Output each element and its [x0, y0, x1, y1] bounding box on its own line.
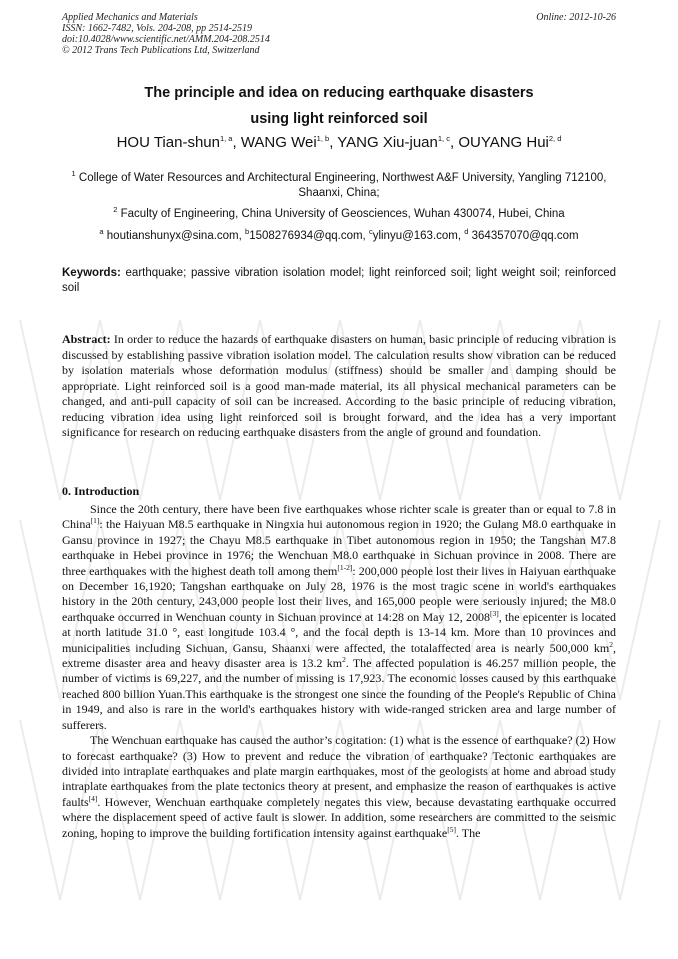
- email-address[interactable]: ylinyu@163.com,: [372, 230, 465, 242]
- text-run: : 200,000 people lost their lives in Haiyuan earthquake on December 16,1920; Tangshan earthquake on July 28, 1976 is the most tragic scene in world's earthquakes history in the 20th century, 243,000 people lost their lives, and 165,000 people were seriously injured; the M8.0 earthquake occurred in Wenchuan county in Sichuan province at 14:28 on May 12, 2008: [62, 563, 616, 624]
- text-run: The Wenchuan earthquake has caused the author’s cogitation: (1) what is the essence of earthquake? (2) How to forecast earthquake? (3) How to prevent and reduce the vibration of earthquake? Tectonic earthquakes are divided into intraplate earthquakes and plate margin earthquakes, most of the geologists at home and abroad study intraplate earthquakes from the plate tectonics theory at present, and emphasize the reason of earthquakes is active faults: [62, 733, 616, 809]
- superscript: 2: [609, 639, 613, 649]
- abstract: [62, 332, 616, 441]
- keywords-text: earthquake; passive vibration isolation model; light reinforced soil; light weight soil; reinforced soil: [62, 267, 616, 294]
- email-mark: b: [245, 227, 250, 237]
- author-separator: ,: [232, 134, 241, 151]
- author-name: OUYANG Hui: [458, 134, 549, 151]
- citation: [4]: [88, 793, 98, 803]
- author-list: [40, 134, 638, 151]
- affiliation-text: College of Water Resources and Architectural Engineering, Northwest A&F University, Yangling 712100, Shaanxi, China;: [78, 172, 607, 199]
- section-heading: 0. Introduction: [62, 484, 140, 498]
- abstract-text: In order to reduce the hazards of earthquake disasters on human, basic principle of reducing vibration is discussed by establishing passive vibration isolation model. The calculation results show vibration can be reduced by isolation materials whose deformation modulus (stiffness) should be smaller and damping should be appropriate. Light reinforced soil is a good man-made material, its all physical mechanical parameters can be changed, and anti-pull capacity of soil can be increased. According to the basic principle of reducing vibration, reducing vibration idea using light reinforced soil is brought forward, and the idea has a very important significance for research on reducing earthquake disasters from the angle of ground and foundation.: [62, 332, 616, 439]
- affiliation-mark: 2: [113, 205, 118, 215]
- author-separator: ,: [329, 134, 338, 151]
- issn: ISSN: 1662-7482, Vols. 204-208, pp 2514-2519: [62, 23, 252, 34]
- affiliation-text: Faculty of Engineering, China University of Geosciences, Wuhan 430074, Hubei, China: [120, 208, 565, 220]
- text-run: , the epicenter is located at north latitude 31.0 °, east longitude 103.4 °, and the focal depth is 13-14 km. More than 10 provinces and municipalities including Sichuan, Gansu, Shaanxi were affected, the totalaffected area is nearly 500,000 km: [62, 609, 617, 655]
- title-line-1: The principle and idea on reducing earthquake disasters: [144, 85, 534, 101]
- author-name: HOU Tian-shun: [116, 134, 220, 151]
- journal-name: Applied Mechanics and Materials: [62, 12, 198, 23]
- affiliation-2: [62, 207, 616, 222]
- author-separator: ,: [449, 134, 459, 151]
- text-run: Since the 20th century, there have been five earthquakes whose richter scale is greater than or equal to 7.8 in China: [62, 502, 616, 532]
- affiliation-mark: 1: [71, 169, 76, 179]
- email-address[interactable]: 364357070@qq.com: [471, 230, 579, 242]
- doi: doi:10.4028/www.scientific.net/AMM.204-208.2514: [62, 34, 270, 45]
- author-affiliation-mark: 1, b: [316, 134, 330, 143]
- text-run: , extreme disaster area and heavy disaster area is 13.2 km: [62, 640, 616, 671]
- online-date: Online: 2012-10-26: [536, 12, 616, 23]
- author-affiliation-mark: 2, d: [548, 134, 562, 143]
- text-run: . However, Wenchuan earthquake completely negates this view, because devastating earthquake occurred where the displacement speed of active fault is slower. In addition, some researchers are committed to the seismic zoning, hoping to improve the building fortification intensity against earthquake: [62, 794, 616, 840]
- citation: [1-2]: [337, 562, 353, 572]
- keywords-label: Keywords:: [62, 267, 121, 279]
- author-name: YANG Xiu-juan: [337, 134, 438, 151]
- paper-title: [62, 80, 616, 132]
- copyright: © 2012 Trans Tech Publications Ltd, Switzerland: [62, 45, 260, 56]
- text-run: : the Haiyuan M8.5 earthquake in Ningxia hui autonomous region in 1920; the Gulang M8.0 earthquake in Gansu province in 1927; the Chayu M8.5 earthquake in Tibet autonomous region in 1950; the Tangshan M7.8 earthquake in Hebei province in 1976; the Wenchuan M8.0 earthquake in Sichuan province in 2008. There are three earthquakes with the highest death toll among them: [62, 517, 616, 578]
- journal-header: [62, 12, 616, 56]
- body-text: [62, 502, 616, 841]
- email-mark: d: [464, 227, 469, 237]
- affiliation-1: [62, 171, 616, 201]
- email-mark: a: [99, 227, 104, 237]
- keywords: [62, 266, 616, 296]
- abstract-label: Abstract:: [62, 332, 111, 346]
- email-mark: c: [368, 227, 373, 237]
- author-affiliation-mark: 1, c: [437, 134, 450, 143]
- paragraph: [62, 502, 616, 733]
- citation: [1]: [90, 516, 100, 526]
- superscript: 2: [342, 655, 346, 665]
- author-name: WANG Wei: [240, 134, 317, 151]
- email-list: [62, 229, 616, 244]
- email-address[interactable]: 1508276934@qq.com,: [249, 230, 369, 242]
- citation: [3]: [489, 608, 499, 618]
- title-line-2: using light reinforced soil: [250, 111, 428, 127]
- text-run: . The affected population is 46.257 million people, the number of victims is 69,227, and the number of missing is 17,923. The economic losses caused by this earthquake reached 800 billion Yuan.This earthquake is the strongest one since the founding of the People's Republic of China in 1949, and also is rare in the world's earthquakes history with wide-ranged stricken area and large number of sufferers.: [62, 656, 616, 732]
- paragraph: [62, 733, 616, 841]
- citation: [5]: [447, 824, 456, 834]
- text-run: . The: [456, 825, 481, 840]
- author-affiliation-mark: 1, a: [219, 134, 233, 143]
- email-address[interactable]: houtianshunyx@sina.com,: [106, 230, 246, 242]
